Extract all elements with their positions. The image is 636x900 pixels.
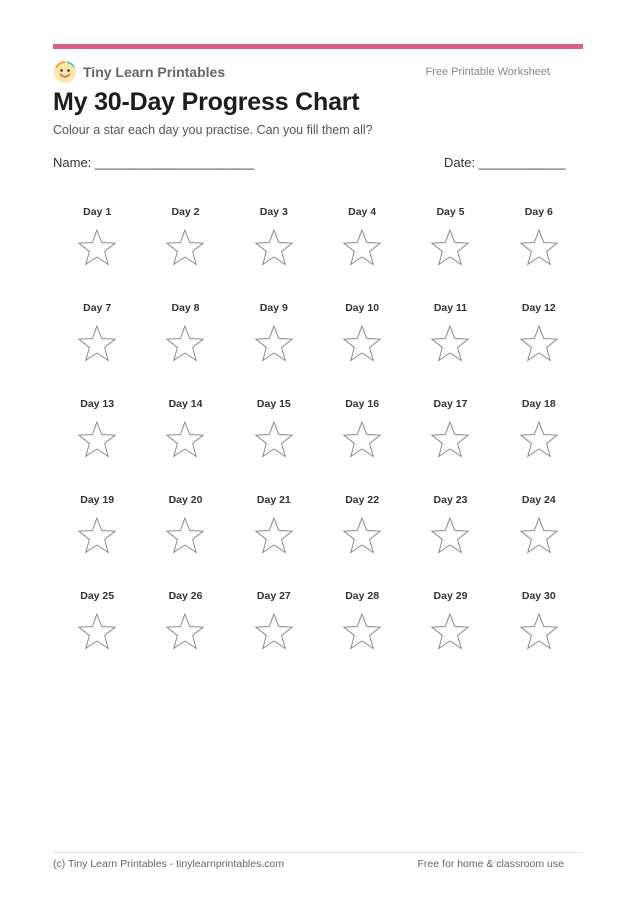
day-label: Day 1 <box>83 206 112 218</box>
star-outline-icon <box>164 324 206 364</box>
star-outline-icon <box>76 324 118 364</box>
day-cell <box>230 488 318 584</box>
day-label: Day 19 <box>80 494 115 506</box>
star-outline-icon <box>518 516 560 556</box>
day-label: Day 21 <box>256 494 291 506</box>
star-outline-icon <box>429 516 471 556</box>
day-label: Day 28 <box>345 590 380 602</box>
day-cell <box>230 200 318 296</box>
day-cell <box>141 392 229 488</box>
star-outline-icon <box>253 228 295 268</box>
date-field: Date: ____________ <box>444 155 566 170</box>
day-cell <box>53 392 141 488</box>
day-label: Day 5 <box>436 206 465 218</box>
day-label: Day 24 <box>521 494 556 506</box>
page-title: My 30-Day Progress Chart <box>53 88 360 116</box>
star-outline-icon <box>253 324 295 364</box>
day-cell <box>495 488 583 584</box>
day-cell <box>318 584 406 680</box>
day-cell <box>495 584 583 680</box>
day-label: Day 30 <box>521 590 556 602</box>
star-outline-icon <box>341 612 383 652</box>
day-cell <box>53 584 141 680</box>
footer-divider <box>53 852 583 853</box>
day-label: Day 4 <box>348 206 377 218</box>
star-outline-icon <box>429 324 471 364</box>
star-outline-icon <box>341 228 383 268</box>
day-label: Day 27 <box>256 590 291 602</box>
day-label: Day 9 <box>259 302 288 314</box>
day-cell <box>141 200 229 296</box>
day-label: Day 18 <box>521 398 556 410</box>
day-cell <box>230 392 318 488</box>
day-label: Day 11 <box>433 302 468 314</box>
star-outline-icon <box>76 228 118 268</box>
instructions: Colour a star each day you practise. Can you fill them all? <box>53 123 373 137</box>
brand <box>53 60 225 84</box>
day-label: Day 15 <box>256 398 291 410</box>
day-cell <box>318 488 406 584</box>
day-cell <box>230 296 318 392</box>
day-label: Day 25 <box>80 590 115 602</box>
day-cell <box>495 296 583 392</box>
day-cell <box>53 200 141 296</box>
star-grid <box>53 200 583 680</box>
day-label: Day 22 <box>345 494 380 506</box>
day-cell <box>318 296 406 392</box>
day-cell <box>406 200 494 296</box>
brand-name: Tiny Learn Printables <box>83 64 226 80</box>
star-outline-icon <box>164 612 206 652</box>
day-label: Day 14 <box>168 398 203 410</box>
accent-bar <box>53 44 583 49</box>
star-outline-icon <box>341 324 383 364</box>
day-cell <box>406 584 494 680</box>
day-label: Day 20 <box>168 494 203 506</box>
star-outline-icon <box>76 420 118 460</box>
day-cell <box>318 200 406 296</box>
day-label: Day 13 <box>80 398 115 410</box>
day-cell <box>406 392 494 488</box>
day-label: Day 8 <box>171 302 200 314</box>
star-outline-icon <box>164 228 206 268</box>
day-cell <box>406 296 494 392</box>
day-cell <box>53 296 141 392</box>
day-cell <box>318 392 406 488</box>
footer-copyright: (c) Tiny Learn Printables - tinylearnprintables.com <box>53 858 285 870</box>
footer-usage-note: Free for home & classroom use <box>417 858 564 870</box>
day-cell <box>141 584 229 680</box>
day-label: Day 12 <box>521 302 556 314</box>
star-outline-icon <box>76 516 118 556</box>
star-outline-icon <box>518 228 560 268</box>
star-outline-icon <box>76 612 118 652</box>
day-cell <box>53 488 141 584</box>
day-label: Day 7 <box>83 302 112 314</box>
day-cell <box>406 488 494 584</box>
star-outline-icon <box>518 612 560 652</box>
day-label: Day 26 <box>168 590 203 602</box>
day-label: Day 23 <box>433 494 468 506</box>
smiley-face-logo-icon <box>53 60 77 84</box>
day-cell <box>495 200 583 296</box>
day-label: Day 16 <box>345 398 380 410</box>
name-field: Name: ______________________ <box>53 155 254 170</box>
star-outline-icon <box>341 516 383 556</box>
star-outline-icon <box>253 516 295 556</box>
star-outline-icon <box>341 420 383 460</box>
day-cell <box>141 296 229 392</box>
day-label: Day 3 <box>259 206 288 218</box>
star-outline-icon <box>253 420 295 460</box>
star-outline-icon <box>164 516 206 556</box>
day-cell <box>230 584 318 680</box>
day-label: Day 17 <box>433 398 468 410</box>
star-outline-icon <box>429 420 471 460</box>
day-cell <box>141 488 229 584</box>
star-outline-icon <box>164 420 206 460</box>
star-outline-icon <box>253 612 295 652</box>
day-label: Day 6 <box>524 206 553 218</box>
day-label: Day 10 <box>345 302 380 314</box>
tagline: Free Printable Worksheet <box>425 66 550 78</box>
star-outline-icon <box>429 228 471 268</box>
day-label: Day 29 <box>433 590 468 602</box>
star-outline-icon <box>518 420 560 460</box>
star-outline-icon <box>518 324 560 364</box>
day-label: Day 2 <box>171 206 200 218</box>
star-outline-icon <box>429 612 471 652</box>
day-cell <box>495 392 583 488</box>
